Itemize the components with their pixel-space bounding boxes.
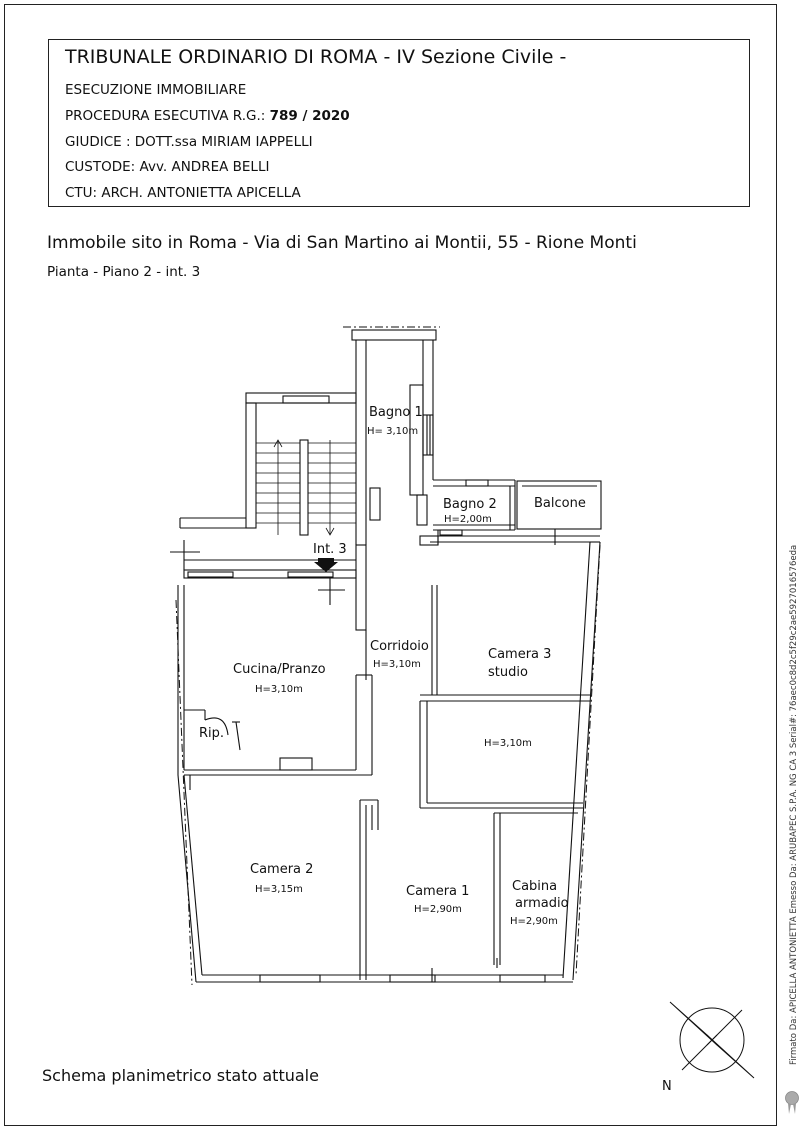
procedure-prefix: PROCEDURA ESECUTIVA R.G.: bbox=[65, 108, 266, 124]
property-address: Immobile sito in Roma - Via di San Martino ai Montii, 55 - Rione Monti bbox=[47, 233, 637, 253]
room-cabina-name2: armadio bbox=[515, 896, 569, 911]
certification-seal-icon bbox=[785, 1088, 799, 1124]
room-camera3-height: H=3,10m bbox=[484, 738, 532, 749]
judge-line: GIUDICE : DOTT.ssa MIRIAM IAPPELLI bbox=[65, 134, 313, 150]
room-corridoio-name: Corridoio bbox=[370, 639, 429, 654]
room-bagno1-height: H= 3,10m bbox=[367, 426, 419, 437]
room-camera1-name: Camera 1 bbox=[406, 884, 470, 899]
room-rip-name: Rip. bbox=[199, 726, 225, 741]
room-bagno2-name: Bagno 2 bbox=[443, 497, 497, 512]
signature-stamp-text: Firmato Da: APICELLA ANTONIETTA Emesso Da: ARUBAPEC S.P.A. NG CA 3 Serial#: 76aec0c8d2c5f29c2ae5927016576eda bbox=[789, 544, 799, 1065]
ctu-line: CTU: ARCH. ANTONIETTA APICELLA bbox=[65, 185, 301, 201]
room-cabina-name: Cabina bbox=[512, 879, 558, 894]
floor-label: Pianta - Piano 2 - int. 3 bbox=[47, 264, 201, 280]
room-corridoio-height: H=3,10m bbox=[373, 659, 421, 670]
compass-rose-icon bbox=[670, 1002, 754, 1078]
entrance-int3-label: Int. 3 bbox=[313, 542, 347, 557]
room-camera2-name: Camera 2 bbox=[250, 862, 314, 877]
room-cabina-height: H=2,90m bbox=[510, 916, 558, 927]
court-title: TRIBUNALE ORDINARIO DI ROMA - IV Sezione Civile - bbox=[65, 46, 567, 68]
room-balcone-name: Balcone bbox=[534, 496, 586, 511]
section-title: ESECUZIONE IMMOBILIARE bbox=[65, 82, 247, 98]
room-cucina-name: Cucina/Pranzo bbox=[233, 662, 326, 677]
room-camera3-name2: studio bbox=[488, 665, 528, 680]
room-camera1-height: H=2,90m bbox=[414, 904, 462, 915]
compass-north-label: N bbox=[662, 1079, 672, 1094]
procedure-number: 789 / 2020 bbox=[269, 108, 350, 124]
room-cucina-height: H=3,10m bbox=[255, 684, 303, 695]
room-camera2-height: H=3,15m bbox=[255, 884, 303, 895]
room-bagno2-height: H=2,00m bbox=[444, 514, 492, 525]
digital-signature-stamp bbox=[773, 545, 797, 1065]
room-bagno1-name: Bagno 1 bbox=[369, 405, 423, 420]
custodian-line: CUSTODE: Avv. ANDREA BELLI bbox=[65, 159, 270, 175]
room-camera3-name: Camera 3 bbox=[488, 647, 552, 662]
plan-caption: Schema planimetrico stato attuale bbox=[42, 1066, 319, 1085]
